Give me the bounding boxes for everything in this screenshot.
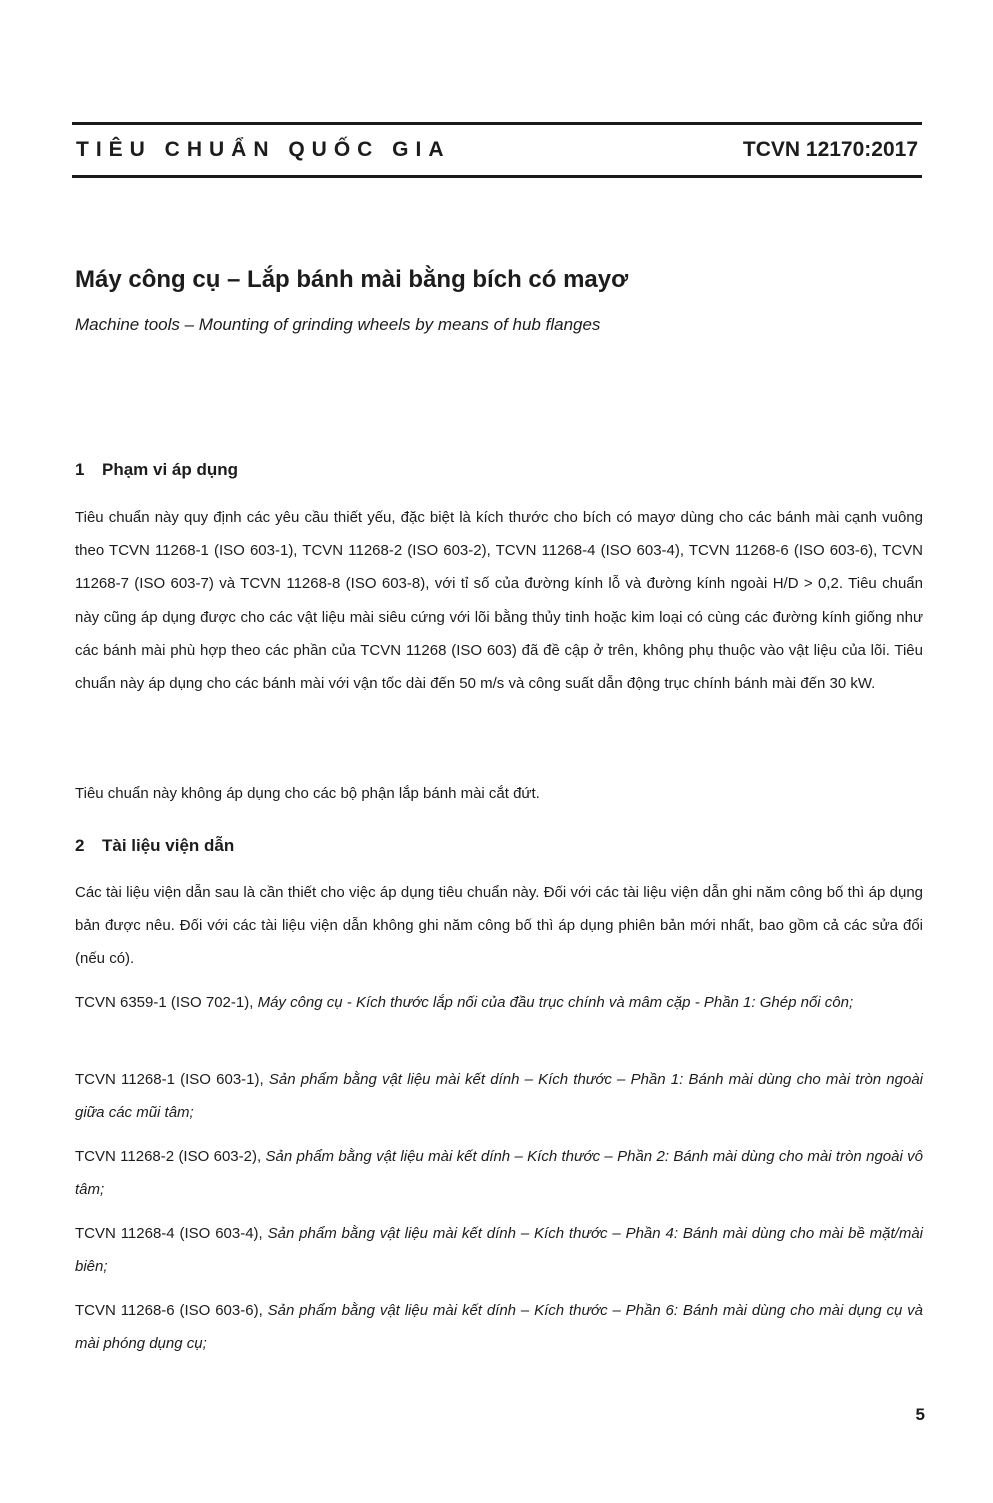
reference-code: TCVN 6359-1 (ISO 702-1),	[75, 994, 254, 1011]
section-2-number: 2	[75, 836, 85, 855]
reference-item	[75, 1217, 923, 1283]
document-title: Máy công cụ – Lắp bánh mài bằng bích có mayơ	[75, 266, 629, 293]
reference-code: TCVN 11268-2 (ISO 603-2),	[75, 1148, 262, 1165]
section-2-title: Tài liệu viện dẫn	[102, 836, 235, 855]
section-1-title: Phạm vi áp dụng	[102, 460, 239, 479]
page-header	[72, 122, 922, 178]
reference-code: TCVN 11268-4 (ISO 603-4),	[75, 1225, 263, 1242]
section-2-heading	[75, 836, 234, 856]
section-1-number: 1	[75, 460, 85, 479]
section-1-heading	[75, 460, 238, 480]
standard-number: TCVN 12170:2017	[742, 138, 918, 161]
reference-item	[75, 1063, 923, 1129]
document-subtitle-english: Machine tools – Mounting of grinding wheels by means of hub flanges	[75, 315, 601, 334]
reference-title: Máy công cụ - Kích thước lắp nối của đầu trục chính và mâm cặp - Phần 1: Ghép nối côn;	[257, 994, 854, 1011]
section-1-paragraph-1: Tiêu chuẩn này quy định các yêu cầu thiết yếu, đặc biệt là kích thước cho bích có mayơ dùng cho các bánh mài cạnh vuông theo TCVN 11268-1 (ISO 603-1), TCVN 11268-2 (ISO 603-2), TCVN 11268-4 (ISO 603-4), TCVN 11268-6 (ISO 603-6), TCVN 11268-7 (ISO 603-7) và TCVN 11268-8 (ISO 603-8), với tỉ số của đường kính lỗ và đường kính ngoài H/D > 0,2. Tiêu chuẩn này cũng áp dụng được cho các vật liệu mài siêu cứng với lõi bằng thủy tinh hoặc kim loại có cùng các đường kính giống như các bánh mài phù hợp theo các phần của TCVN 11268 (ISO 603) đã đề cập ở trên, không phụ thuộc vào vật liệu của lõi. Tiêu chuẩn này áp dụng cho các bánh mài với vận tốc dài đến 50 m/s và công suất dẫn động trục chính bánh mài đến 30 kW.	[75, 509, 923, 693]
reference-item	[75, 1294, 923, 1360]
page-number: 5	[915, 1405, 925, 1424]
reference-item	[75, 986, 923, 1019]
reference-title: Sản phẩm bằng vật liệu mài kết dính – Kích thước – Phần 2: Bánh mài dùng cho mài tròn ngoài vô tâm;	[75, 1148, 923, 1199]
reference-title: Sản phẩm bằng vật liệu mài kết dính – Kích thước – Phần 6: Bánh mài dùng cho mài dụng cụ và mài phóng dụng cụ;	[75, 1302, 923, 1353]
section-1-paragraph-2: Tiêu chuẩn này không áp dụng cho các bộ phận lắp bánh mài cắt đứt.	[75, 785, 540, 802]
reference-code: TCVN 11268-1 (ISO 603-1),	[75, 1071, 264, 1088]
reference-item	[75, 1140, 923, 1206]
section-2-intro: Các tài liệu viện dẫn sau là cần thiết cho việc áp dụng tiêu chuẩn này. Đối với các tài liệu viện dẫn ghi năm công bố thì áp dụng bản được nêu. Đối với các tài liệu viện dẫn không ghi năm công bố thì áp dụng phiên bản mới nhất, bao gồm cả các sửa đổi (nếu có).	[75, 884, 923, 968]
reference-code: TCVN 11268-6 (ISO 603-6),	[75, 1302, 263, 1319]
standard-type-label: TIÊU CHUẨN QUỐC GIA	[76, 138, 451, 161]
reference-title: Sản phẩm bằng vật liệu mài kết dính – Kích thước – Phần 1: Bánh mài dùng cho mài tròn ngoài giữa các mũi tâm;	[75, 1071, 924, 1122]
reference-title: Sản phẩm bằng vật liệu mài kết dính – Kích thước – Phần 4: Bánh mài dùng cho mài bề mặt/mài biên;	[75, 1225, 923, 1276]
